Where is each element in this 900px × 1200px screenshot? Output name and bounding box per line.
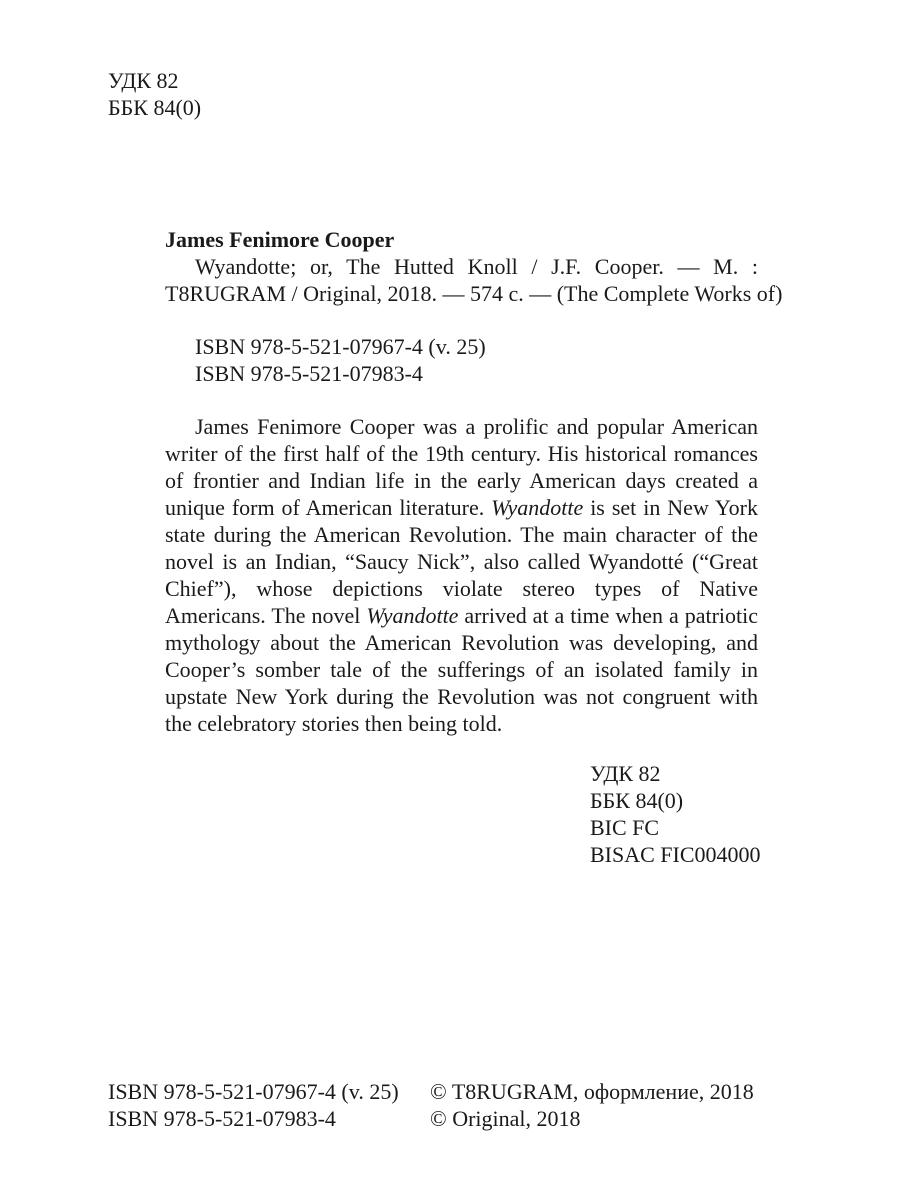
footer-isbn xyxy=(108,1078,399,1132)
bic-code: BIC FC xyxy=(590,815,660,840)
top-classification-codes xyxy=(108,67,201,121)
copyright-design: © T8RUGRAM, оформление, 2018 xyxy=(430,1079,754,1104)
annotation-paragraph xyxy=(165,413,758,737)
annotation xyxy=(165,413,758,737)
isbn-set: ISBN 978-5-521-07983-4 xyxy=(195,361,423,386)
udk-code: УДК 82 xyxy=(590,761,661,786)
footer-copyright xyxy=(430,1078,754,1132)
annotation-title-1: Wyandotte xyxy=(491,495,584,520)
annotation-title-2: Wyandotte xyxy=(366,603,459,628)
biblio-line-publisher: T8RUGRAM / Original, 2018. — 574 с. — (The Complete Works of) xyxy=(165,281,783,306)
annotation-text-2: is set in New York state during the American Revolution. The main character of the novel is an Indian, “Saucy Nick”, also called Wyandotté (“Great Chief”), whose depictions violate stereo types of Native Americans. The novel xyxy=(165,495,758,628)
biblio-line-title: Wyandotte; or, The Hutted Knoll / J.F. Cooper. — M. : xyxy=(195,254,758,279)
classification-codes xyxy=(590,760,761,868)
bbk-code: ББК 84(0) xyxy=(590,788,684,813)
copyright-original: © Original, 2018 xyxy=(430,1106,581,1131)
bbk-code: ББК 84(0) xyxy=(108,95,202,120)
footer-isbn-set: ISBN 978-5-521-07983-4 xyxy=(108,1106,336,1131)
bisac-code: BISAC FIC004000 xyxy=(590,842,761,867)
author-name: James Fenimore Cooper xyxy=(165,227,395,252)
bibliographic-record xyxy=(165,253,783,307)
isbn-volume: ISBN 978-5-521-07967-4 (v. 25) xyxy=(195,334,486,359)
udk-code: УДК 82 xyxy=(108,68,179,93)
annotation-text-3: arrived at a time when a patriotic mythology about the American Revolution was developing, and Cooper’s somber tale of the sufferings of an isolated family in upstate New York during the Revolution was not congruent with the celebratory stories then being told. xyxy=(165,603,758,736)
footer-isbn-volume: ISBN 978-5-521-07967-4 (v. 25) xyxy=(108,1079,399,1104)
annotation-text-1: James Fenimore Cooper was a prolific and popular American writer of the first half of the 19th century. His historical romances of frontier and Indian life in the early American days created a unique form of American literature. xyxy=(165,414,758,520)
isbn-block xyxy=(195,333,486,387)
